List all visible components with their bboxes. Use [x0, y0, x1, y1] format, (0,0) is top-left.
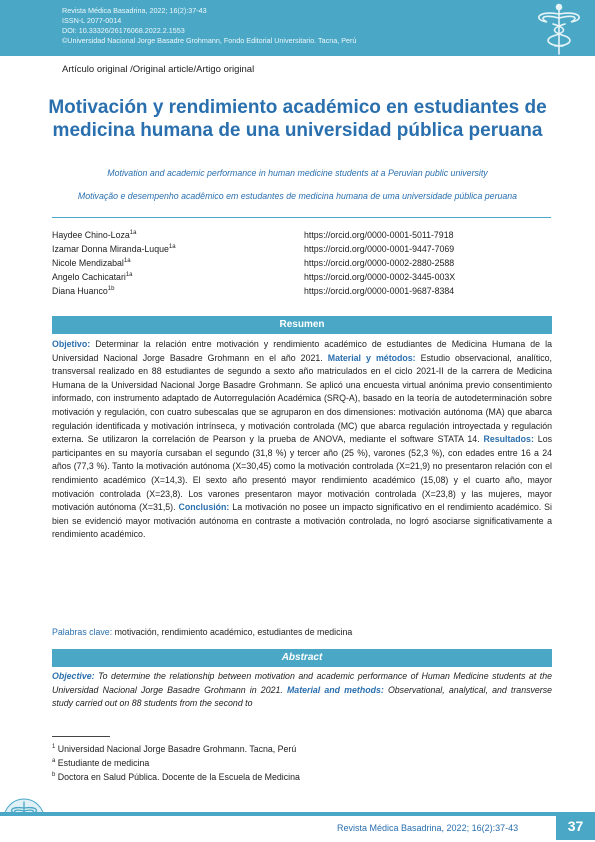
resultados-label: Resultados: [483, 434, 534, 445]
author-name: Diana Huanco$^{1b}$ [52, 286, 115, 296]
title-divider [52, 217, 551, 218]
keywords [52, 627, 552, 637]
author-name: Angelo Cachicatari$^{1a}$ [52, 272, 133, 282]
objetivo-label: Objetivo: [52, 339, 91, 349]
objective-text: To determine the relationship between motivation and academic performance of Human Medicine students at the Universidad Nacional Jorge Basadre Grohmann in 2021. [52, 671, 552, 695]
resultados-text: Los participantes en su mayoría cursaban el segundo (31,8 %) y tercer año (25 %), varones (52,3 %), con edades entre 16 a 24 años (77,3 %). Tanto la motivación autónoma (X=30,45) como la motivación controlada (X=21,9) no presentaron relación con el rendimiento académico (X=14,3). El sexto año presentó mayor rendimiento académico (15,08) y el cuarto año, mayor motivación controlada (X=23,8). Los varones presentaron mayor motivación controlada (X=23,8) y las mujeres, mayor motivación autónoma (X=31,5). [52, 434, 552, 513]
orcid-link[interactable]: https://orcid.org/0000-0002-2880-2588 [304, 258, 455, 268]
english-title: Motivation and academic performance in human medicine students at a Peruvian public university [107, 168, 488, 178]
methods-text: Observational, analytical, and transverse study carried out on 88 students from the second to [52, 684, 552, 709]
orcid-link[interactable]: https://orcid.org/0000-0001-9687-8384 [304, 286, 455, 296]
footer-citation: Revista Médica Basadrina, 2022; 16(2):37-43 [337, 823, 519, 833]
article-title: Motivación y rendimiento académico en estudiantes de medicina humana de una universidad pública peruana [48, 97, 547, 141]
issn-line: ISSN-L 2077-0014 [62, 16, 122, 25]
keywords-label: Palabras clave: [52, 627, 113, 637]
author-row [52, 284, 552, 298]
objective-label: Objective: [52, 671, 95, 681]
orcid-link[interactable]: https://orcid.org/0000-0001-9447-7069 [304, 244, 455, 254]
orcid-link[interactable]: https://orcid.org/0000-0001-5011-7918 [304, 230, 454, 240]
metodos-label: Material y métodos: [327, 352, 416, 363]
author-name: Izamar Donna Miranda-Luque$^{1a}$ [52, 244, 176, 254]
author-name: Nicole Mendizabal$^{1a}$ [52, 258, 131, 268]
methods-label: Material and methods: [286, 684, 384, 695]
resumen-heading: Resumen [52, 316, 552, 334]
caduceus-icon [529, 2, 589, 56]
conclusion-label: Conclusión: [178, 502, 230, 513]
author-name: Haydee Chino-Loza$^{1a}$ [52, 230, 137, 240]
objetivo-text: Determinar la relación entre motivación y rendimiento académico de estudiantes de Medicina Humana de la Universidad Nacional Jorge Basadre Grohmann en el año 2021. [52, 339, 552, 363]
author-row [52, 228, 552, 242]
abstract-heading: Abstract [52, 649, 552, 667]
footnote: $^b$ Doctora en Salud Pública. Docente de la Escuela de Medicina [52, 772, 300, 782]
author-row [52, 270, 552, 284]
author-row [52, 256, 552, 270]
journal-metadata [62, 6, 356, 46]
footnotes [52, 742, 300, 784]
resumen-body [52, 338, 552, 542]
footnote: $^a$ Estudiante de medicina [52, 758, 150, 768]
article-type: Artículo original /Original article/Artigo original [62, 64, 255, 75]
abstract-body [52, 670, 552, 711]
author-row [52, 242, 552, 256]
doi-line: DOI: 10.33326/26176068.2022.2.1553 [62, 26, 185, 35]
page-number: 37 [556, 813, 595, 840]
author-list [52, 228, 552, 298]
footnote-divider [52, 736, 110, 737]
orcid-link[interactable]: https://orcid.org/0000-0002-3445-003X [304, 272, 456, 282]
footnote: $^1$ Universidad Nacional Jorge Basadre Grohmann. Tacna, Perú [52, 744, 297, 754]
copyright-line: ©Universidad Nacional Jorge Basadre Grohmann, Fondo Editorial Universitario. Tacna, Perú [62, 36, 357, 45]
citation-line: Revista Médica Basadrina, 2022; 16(2):37-43 [62, 6, 207, 15]
conclusion-text: La motivación no posee un impacto significativo en el rendimiento académico. Si bien se evidenció mayor motivación autónoma en contraste a motivación controlada, no logró asociarse significativamente a rendimiento académico. [52, 502, 553, 540]
metodos-text: Estudio observacional, analítico, transversal realizado en 88 estudiantes de segundo a sexto año matriculados en el ciclo 2021-II de la carrera de Medicina Humana de la Universidad Nacional Jorge Basadre Grohmann. Se aplicó una encuesta virtual anónima previo consentimiento informado, con instrumento adaptado de Autorregulación Académica (SRQ-A), basado en la teoría de autodeterminación sobre motivación y regulación, con cuatro subescalas que se agruparon en dos dimensiones: motivación autónoma (MA) que abarca regulación identificada y motivación intrínseca, y motivación controlada (MC) que abarca regulación introyectada y regulación externa. Se utilizaron la correlación de Pearson y la prueba de ANOVA, mediante el software STATA 14. [52, 352, 552, 445]
keywords-text: motivación, rendimiento académico, estudiantes de medicina [112, 627, 353, 637]
portuguese-title: Motivação e desempenho acadêmico em estudantes de medicina humana de uma universidade pública peruana [77, 191, 518, 201]
